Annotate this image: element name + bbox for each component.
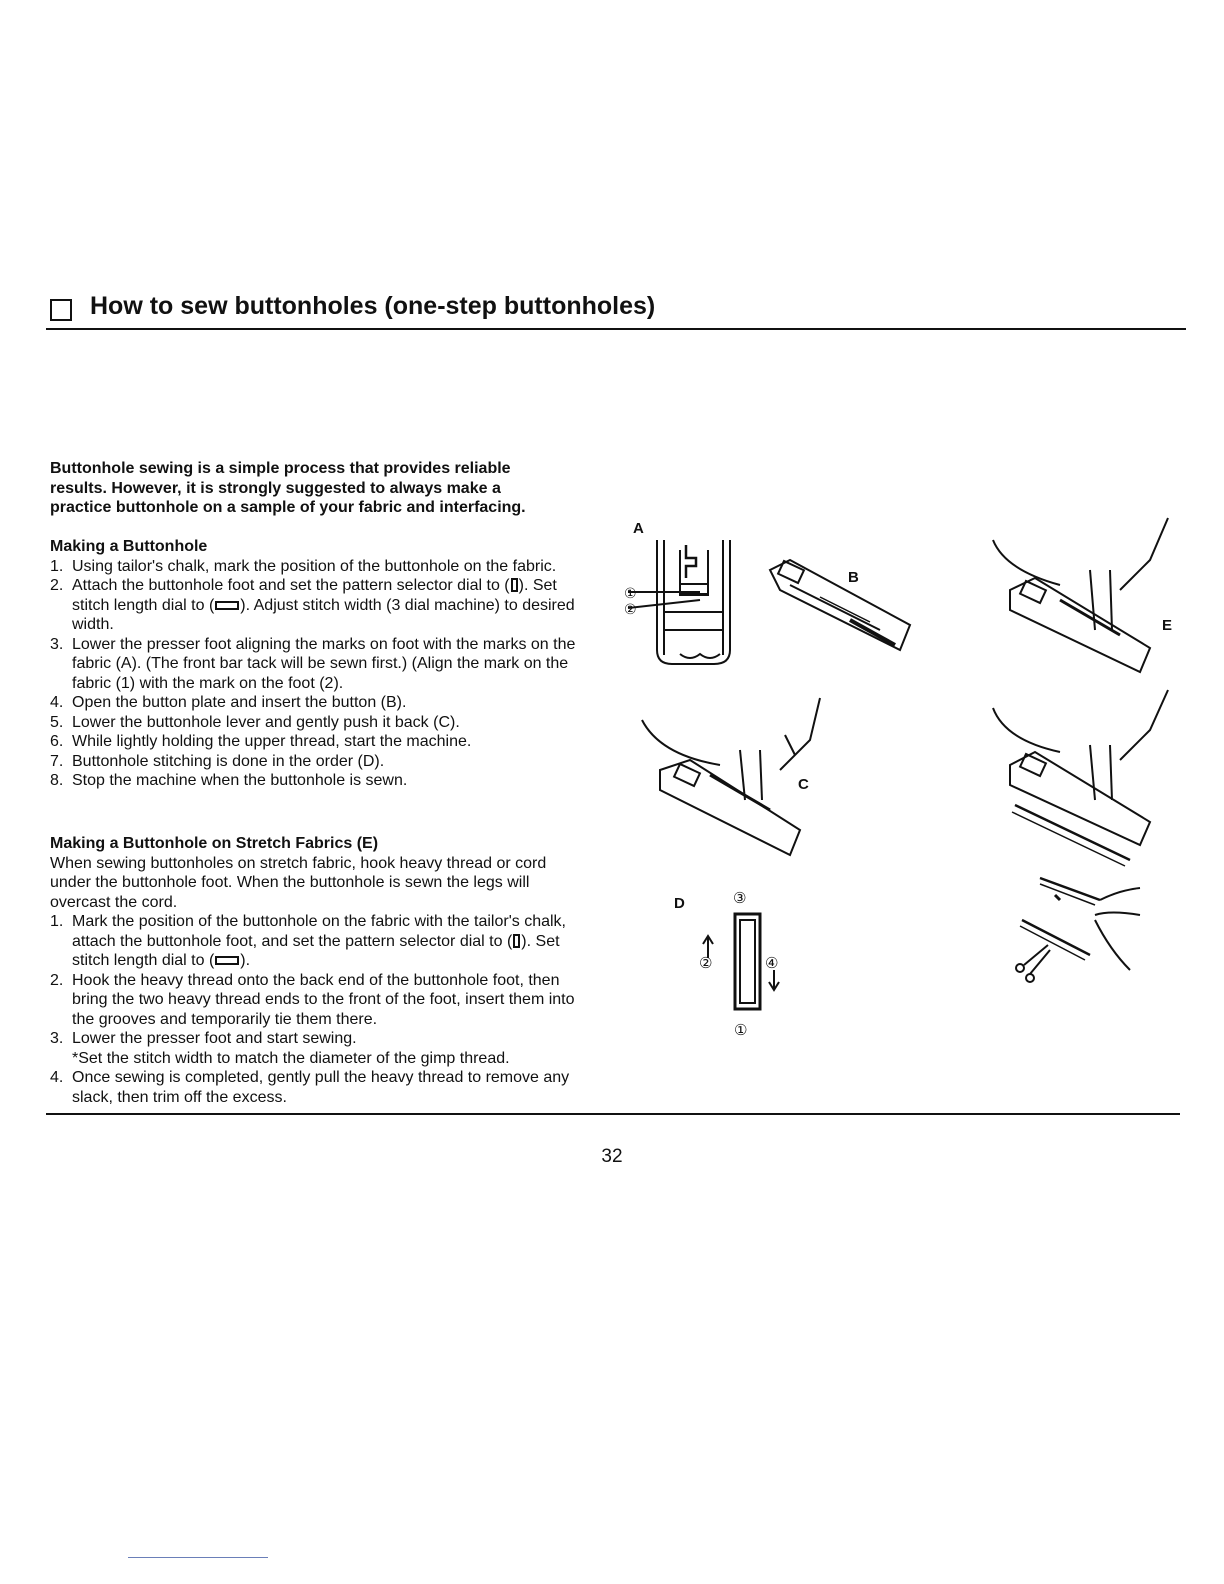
step-text: Once sewing is completed, gently pull the heavy thread to remove any slack, then trim off the excess. xyxy=(72,1069,570,1106)
buttonhole-pattern-icon xyxy=(511,578,518,592)
note: *Set the stitch width to match the diameter of the gimp thread. xyxy=(72,1049,510,1067)
step-text: Stop the machine when the buttonhole is sewn. xyxy=(72,772,408,789)
stitch-length-icon xyxy=(215,601,239,610)
buttonhole-pattern-icon xyxy=(513,934,520,948)
step-number: 8. xyxy=(50,772,64,789)
page-title: How to sew buttonholes (one-step buttonholes) xyxy=(90,292,656,320)
step-text: While lightly holding the upper thread, start the machine. xyxy=(72,733,472,750)
figure-label-a: A xyxy=(633,520,644,537)
list-item xyxy=(50,771,590,791)
step-number: 2. xyxy=(50,971,64,989)
intro-line: Buttonhole sewing is a simple process that provides reliable xyxy=(50,460,511,477)
steps-list xyxy=(50,1068,590,1107)
list-item xyxy=(50,752,590,772)
step-number: 5. xyxy=(50,713,64,731)
figure-label-d: D xyxy=(674,895,685,912)
step-number: 1. xyxy=(50,913,64,930)
figure-label-b: B xyxy=(848,569,859,586)
list-item xyxy=(50,1029,590,1049)
step-number: 3. xyxy=(50,635,64,653)
figure-c-lever xyxy=(642,698,820,855)
marker-1: ① xyxy=(624,585,637,601)
marker-3: ③ xyxy=(733,890,747,907)
step-number: 4. xyxy=(50,1069,64,1086)
figure-e-stretch-fabric xyxy=(993,518,1172,982)
step-text: Mark the position of the buttonhole on the fabric with the tailor's chalk, attach the buttonhole foot, and set the pattern selector dial to ( xyxy=(72,913,566,950)
section-making-buttonhole xyxy=(50,537,590,791)
step-text: Buttonhole stitching is done in the order (D). xyxy=(72,752,385,770)
marker-4: ④ xyxy=(765,955,779,972)
list-item xyxy=(50,557,590,577)
figure-b-buttonhole-foot xyxy=(770,560,910,650)
marker-2: ② xyxy=(699,955,713,972)
step-text: ). xyxy=(240,952,251,969)
list-item xyxy=(50,912,590,971)
figure-label-c: C xyxy=(798,776,809,793)
intro-paragraph xyxy=(50,459,590,518)
list-item xyxy=(50,971,590,1030)
footer-divider xyxy=(128,1557,268,1558)
figure-d-stitch-order xyxy=(674,890,779,1039)
step-text: ). Set stitch length dial to ( xyxy=(72,577,557,614)
intro-line: practice buttonhole on a sample of your fabric and interfacing. xyxy=(50,499,526,516)
step-text: ). Set stitch length dial to ( xyxy=(72,932,560,969)
step-text: Hook the heavy thread onto the back end of the buttonhole foot, then bring the two heavy thread ends to the front of the foot, insert them into the grooves and temporarily tie them there. xyxy=(72,971,575,1028)
heading-checkbox-icon xyxy=(50,299,72,321)
step-text: ). Adjust stitch width (3 dial machine) to desired width. xyxy=(72,596,575,633)
list-item xyxy=(50,576,590,635)
step-number: 3. xyxy=(50,1030,64,1047)
list-item xyxy=(50,1068,590,1107)
intro-line: results. However, it is strongly suggested to always make a xyxy=(50,479,501,497)
marker-1: ① xyxy=(734,1022,748,1039)
step-number: 6. xyxy=(50,733,64,750)
step-text: Using tailor's chalk, mark the position of the buttonhole on the fabric. xyxy=(72,557,557,575)
illustrations xyxy=(600,500,1200,1060)
step-text: Lower the buttonhole lever and gently push it back (C). xyxy=(72,713,460,731)
step-text: Attach the buttonhole foot and set the pattern selector dial to ( xyxy=(72,577,510,594)
step-number: 2. xyxy=(50,577,64,594)
section-title: Making a Buttonhole on Stretch Fabrics (E) xyxy=(50,835,379,852)
page-number: 32 xyxy=(601,1146,623,1167)
steps-list xyxy=(50,912,590,1049)
list-item xyxy=(50,693,590,713)
section-title: Making a Buttonhole xyxy=(50,538,208,555)
list-item xyxy=(50,732,590,752)
bottom-divider xyxy=(46,1113,1180,1115)
section-intro: When sewing buttonholes on stretch fabric, hook heavy thread or cord under the buttonhole foot. When the buttonhole is sewn the legs will overcast the cord. xyxy=(50,854,547,911)
step-number: 7. xyxy=(50,752,64,770)
top-divider xyxy=(46,328,1186,330)
steps-list xyxy=(50,557,590,791)
section-stretch-fabrics xyxy=(50,834,590,1107)
step-number: 4. xyxy=(50,694,64,711)
step-text: Lower the presser foot and start sewing. xyxy=(72,1030,357,1047)
step-text: Open the button plate and insert the button (B). xyxy=(72,694,407,711)
list-item xyxy=(50,713,590,733)
step-text: Lower the presser foot aligning the marks on foot with the marks on the fabric (A). (The front bar tack will be sewn first.) (Align the mark on the fabric (1) with the mark on the foot (2). xyxy=(72,635,576,692)
list-item xyxy=(50,635,590,694)
figure-label-e: E xyxy=(1162,617,1173,634)
figure-a-presser-foot xyxy=(624,520,730,664)
step-number: 1. xyxy=(50,557,64,575)
stitch-length-icon xyxy=(215,956,239,965)
marker-2: ② xyxy=(624,601,637,617)
